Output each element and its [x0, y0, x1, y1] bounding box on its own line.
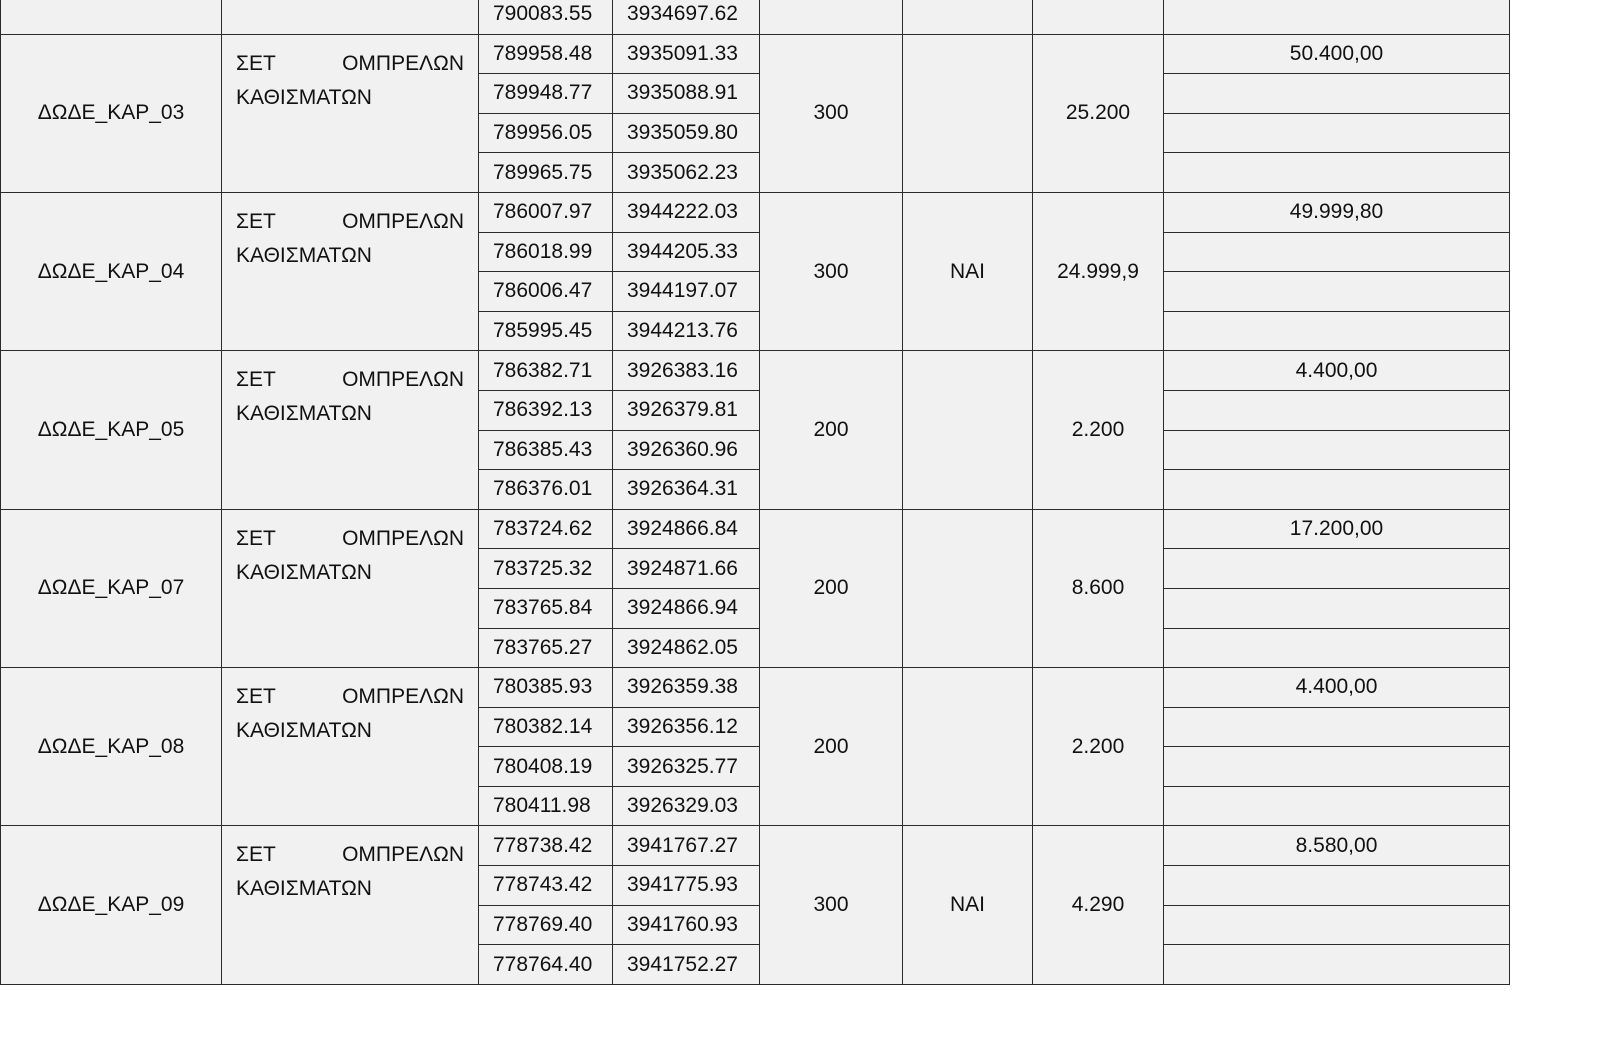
table-body — [1, 0, 1510, 984]
coord-y-cell: 3926325.77 — [613, 747, 760, 787]
coord-x-cell: 786382.71 — [479, 351, 613, 391]
coord-y-cell: 3944197.07 — [613, 272, 760, 312]
coord-y-cell: 3935088.91 — [613, 74, 760, 114]
distance-cell: 200 — [760, 509, 903, 667]
coord-x-cell: 780385.93 — [479, 668, 613, 708]
coord-x-cell: 790083.55 — [479, 0, 613, 34]
fee-cell: 2.200 — [1033, 668, 1164, 826]
table-row — [1, 192, 1510, 232]
flag-cell — [903, 668, 1033, 826]
code-cell: ΔΩΔΕ_ΚΑΡ_07 — [1, 509, 222, 667]
description-cell: ΣΕΤ ΟΜΠΡΕΛΩΝ ΚΑΘΙΣΜΑΤΩΝ — [222, 351, 479, 509]
total-cell-empty — [1164, 113, 1510, 153]
coord-y-cell: 3944205.33 — [613, 232, 760, 272]
table-row — [1, 351, 1510, 391]
coord-x-cell: 783725.32 — [479, 549, 613, 589]
coord-x-cell: 786376.01 — [479, 470, 613, 510]
fee-cell: 2.200 — [1033, 351, 1164, 509]
total-cell-empty — [1164, 74, 1510, 114]
coord-y-cell: 3941767.27 — [613, 826, 760, 866]
cell-empty — [1033, 0, 1164, 34]
total-cell-empty — [1164, 628, 1510, 668]
total-cell-empty — [1164, 866, 1510, 906]
cell-empty — [222, 0, 479, 34]
flag-cell — [903, 509, 1033, 667]
flag-cell: ΝΑΙ — [903, 192, 1033, 350]
total-cell-empty — [1164, 786, 1510, 826]
coord-x-cell: 783765.84 — [479, 588, 613, 628]
total-cell-empty — [1164, 311, 1510, 351]
fee-cell: 8.600 — [1033, 509, 1164, 667]
flag-cell — [903, 351, 1033, 509]
description-cell: ΣΕΤ ΟΜΠΡΕΛΩΝ ΚΑΘΙΣΜΑΤΩΝ — [222, 34, 479, 192]
coord-x-cell: 786007.97 — [479, 192, 613, 232]
table-row — [1, 668, 1510, 708]
coord-x-cell: 789956.05 — [479, 113, 613, 153]
code-cell: ΔΩΔΕ_ΚΑΡ_09 — [1, 826, 222, 984]
total-cell: 17.200,00 — [1164, 509, 1510, 549]
description-cell: ΣΕΤ ΟΜΠΡΕΛΩΝ ΚΑΘΙΣΜΑΤΩΝ — [222, 509, 479, 667]
coord-y-cell: 3935091.33 — [613, 34, 760, 74]
table-row-partial — [1, 0, 1510, 34]
description-cell: ΣΕΤ ΟΜΠΡΕΛΩΝ ΚΑΘΙΣΜΑΤΩΝ — [222, 668, 479, 826]
coord-y-cell: 3924866.94 — [613, 588, 760, 628]
coord-y-cell: 3926364.31 — [613, 470, 760, 510]
coord-x-cell: 778769.40 — [479, 905, 613, 945]
distance-cell: 300 — [760, 192, 903, 350]
coord-x-cell: 789948.77 — [479, 74, 613, 114]
coord-x-cell: 786018.99 — [479, 232, 613, 272]
total-cell-empty — [1164, 905, 1510, 945]
code-cell: ΔΩΔΕ_ΚΑΡ_08 — [1, 668, 222, 826]
total-cell-empty — [1164, 232, 1510, 272]
description-cell: ΣΕΤ ΟΜΠΡΕΛΩΝ ΚΑΘΙΣΜΑΤΩΝ — [222, 192, 479, 350]
total-cell: 4.400,00 — [1164, 351, 1510, 391]
total-cell-empty — [1164, 747, 1510, 787]
fee-cell: 25.200 — [1033, 34, 1164, 192]
total-cell-empty — [1164, 153, 1510, 193]
coord-x-cell: 778738.42 — [479, 826, 613, 866]
coord-x-cell: 786006.47 — [479, 272, 613, 312]
distance-cell: 300 — [760, 826, 903, 984]
coord-y-cell: 3924862.05 — [613, 628, 760, 668]
coord-y-cell: 3941760.93 — [613, 905, 760, 945]
description-cell: ΣΕΤ ΟΜΠΡΕΛΩΝ ΚΑΘΙΣΜΑΤΩΝ — [222, 826, 479, 984]
total-cell-empty — [1164, 272, 1510, 312]
total-cell-empty — [1164, 549, 1510, 589]
cell-empty — [1164, 0, 1510, 34]
coord-y-cell: 3935059.80 — [613, 113, 760, 153]
total-cell: 50.400,00 — [1164, 34, 1510, 74]
coord-y-cell: 3924871.66 — [613, 549, 760, 589]
fee-cell: 24.999,9 — [1033, 192, 1164, 350]
total-cell: 8.580,00 — [1164, 826, 1510, 866]
coord-x-cell: 789958.48 — [479, 34, 613, 74]
total-cell-empty — [1164, 390, 1510, 430]
coord-y-cell: 3926356.12 — [613, 707, 760, 747]
coord-y-cell: 3926329.03 — [613, 786, 760, 826]
total-cell: 49.999,80 — [1164, 192, 1510, 232]
total-cell-empty — [1164, 470, 1510, 510]
coord-x-cell: 783724.62 — [479, 509, 613, 549]
coord-y-cell: 3926383.16 — [613, 351, 760, 391]
distance-cell: 200 — [760, 351, 903, 509]
coord-x-cell: 778764.40 — [479, 945, 613, 985]
coord-x-cell: 780382.14 — [479, 707, 613, 747]
coord-x-cell: 786385.43 — [479, 430, 613, 470]
coord-y-cell: 3944213.76 — [613, 311, 760, 351]
coord-y-cell: 3935062.23 — [613, 153, 760, 193]
coord-x-cell: 780408.19 — [479, 747, 613, 787]
coord-y-cell: 3926360.96 — [613, 430, 760, 470]
distance-cell: 200 — [760, 668, 903, 826]
coord-y-cell: 3926379.81 — [613, 390, 760, 430]
coord-y-cell: 3941752.27 — [613, 945, 760, 985]
code-cell: ΔΩΔΕ_ΚΑΡ_04 — [1, 192, 222, 350]
table-row — [1, 509, 1510, 549]
coord-x-cell: 785995.45 — [479, 311, 613, 351]
distance-cell: 300 — [760, 34, 903, 192]
total-cell-empty — [1164, 707, 1510, 747]
coord-y-cell: 3944222.03 — [613, 192, 760, 232]
coord-y-cell: 3926359.38 — [613, 668, 760, 708]
total-cell-empty — [1164, 430, 1510, 470]
code-cell: ΔΩΔΕ_ΚΑΡ_05 — [1, 351, 222, 509]
flag-cell — [903, 34, 1033, 192]
total-cell: 4.400,00 — [1164, 668, 1510, 708]
total-cell-empty — [1164, 588, 1510, 628]
table-row — [1, 826, 1510, 866]
coord-x-cell: 789965.75 — [479, 153, 613, 193]
total-cell-empty — [1164, 945, 1510, 985]
coord-x-cell: 778743.42 — [479, 866, 613, 906]
cell-empty — [903, 0, 1033, 34]
coord-y-cell: 3924866.84 — [613, 509, 760, 549]
coord-x-cell: 780411.98 — [479, 786, 613, 826]
table-row — [1, 34, 1510, 74]
cell-empty — [1, 0, 222, 34]
cell-empty — [760, 0, 903, 34]
coord-x-cell: 786392.13 — [479, 390, 613, 430]
coord-x-cell: 783765.27 — [479, 628, 613, 668]
code-cell: ΔΩΔΕ_ΚΑΡ_03 — [1, 34, 222, 192]
flag-cell: ΝΑΙ — [903, 826, 1033, 984]
coord-y-cell: 3941775.93 — [613, 866, 760, 906]
fee-cell: 4.290 — [1033, 826, 1164, 984]
coord-y-cell: 3934697.62 — [613, 0, 760, 34]
